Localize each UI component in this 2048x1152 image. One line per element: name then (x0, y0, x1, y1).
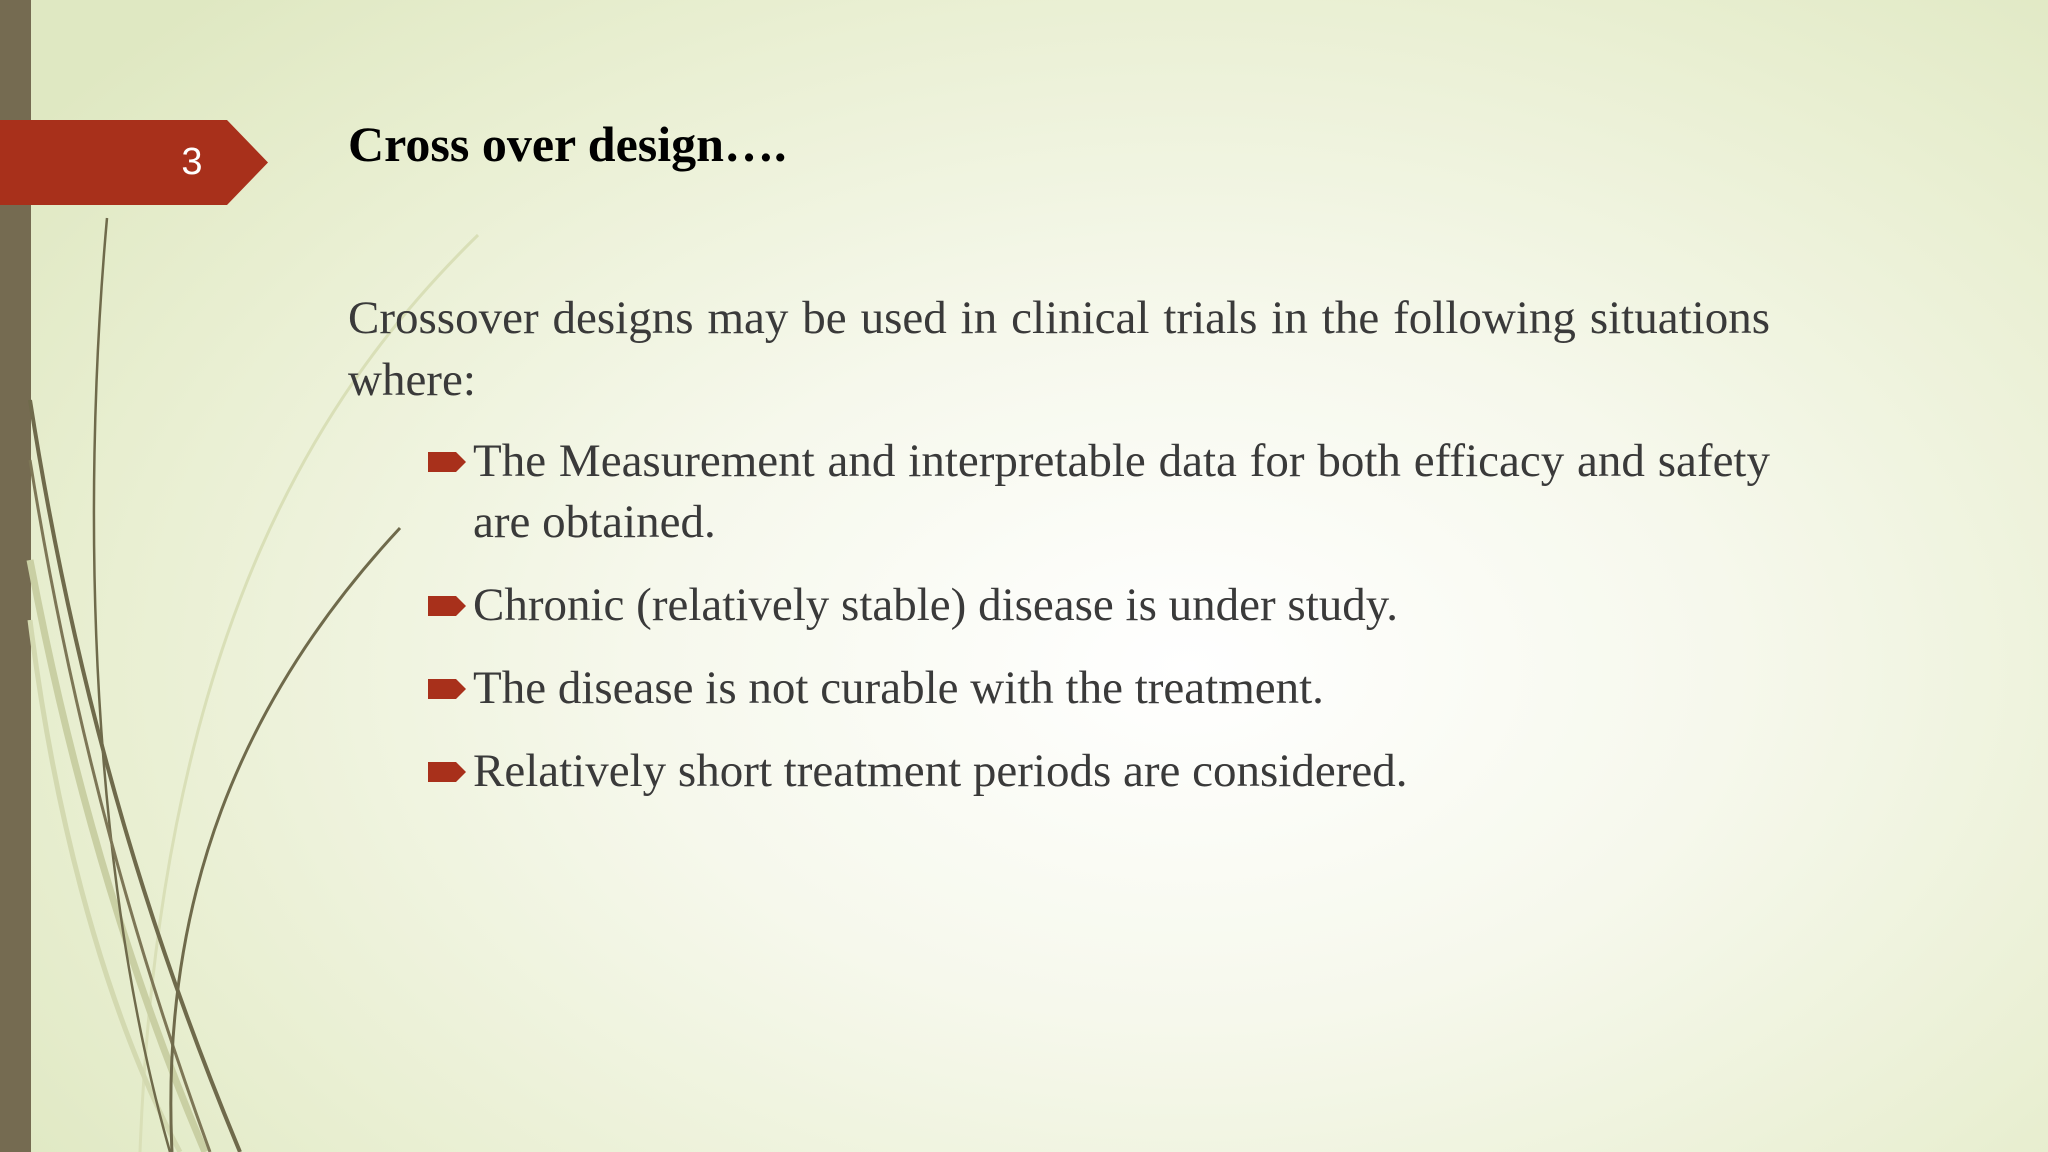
list-item (428, 741, 1770, 802)
arrow-bullet-icon (428, 679, 466, 699)
bullet-text: The Measurement and interpretable data for both efficacy and safety are obtained. (473, 435, 1770, 548)
bullet-list (428, 431, 1770, 824)
list-item (428, 658, 1770, 719)
stem-dark-1 (94, 218, 170, 1152)
bullet-text: The disease is not curable with the treatment. (473, 662, 1324, 714)
arrow-bullet-icon (428, 452, 466, 472)
bullet-text: Chronic (relatively stable) disease is under study. (473, 579, 1398, 631)
stem-dark-4 (171, 528, 400, 1152)
list-item (428, 431, 1770, 553)
stem-dark-2 (30, 400, 240, 1152)
list-item (428, 575, 1770, 636)
slide-number-tab (0, 120, 268, 205)
stem-light-3 (30, 620, 180, 1152)
slide-number: 3 (181, 141, 203, 183)
bullet-text: Relatively short treatment periods are considered. (473, 745, 1408, 797)
intro-paragraph: Crossover designs may be used in clinical trials in the following situations where: (348, 292, 1770, 406)
arrow-bullet-icon (428, 596, 466, 616)
slide-title: Cross over design…. (348, 116, 787, 172)
arrow-bullet-icon (428, 762, 466, 782)
